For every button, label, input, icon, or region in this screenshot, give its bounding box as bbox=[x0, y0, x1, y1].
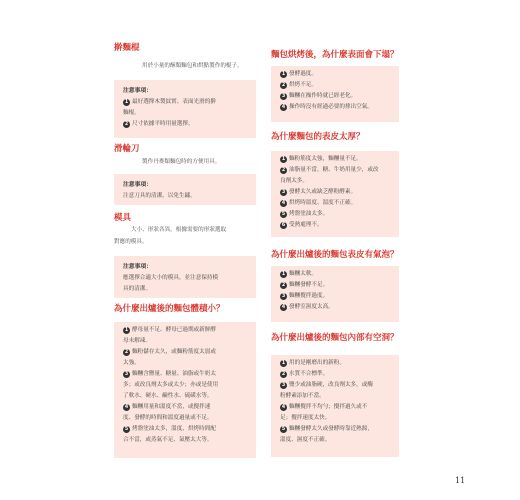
bubble-heading: 為什麼出爐後的麵包表皮有氣泡？ bbox=[271, 250, 399, 260]
thick-heading: 為什麼麵包的表皮太厚？ bbox=[271, 132, 365, 142]
rolling-pin-note-1b: 麵棍。 bbox=[123, 110, 140, 116]
thick-item-4: 4 烘烤時溫度、溫度不正確。 bbox=[281, 200, 357, 206]
mold-desc-1: 大小、形狀各異，根據需要的形狀選取 bbox=[131, 227, 227, 233]
scraper-note-title: 注意事項： bbox=[123, 182, 152, 188]
hollow-heading: 為什麼出爐後的麵包內部有空洞？ bbox=[271, 333, 399, 343]
collapse-item-4: 4 操作時沒有經過必要的排出空氣。 bbox=[281, 104, 373, 110]
small-item-3b: 多；或改良劑太多或太少；亦或是使用 bbox=[123, 382, 219, 388]
thick-box bbox=[271, 151, 399, 237]
small-item-5b: 合不當，或蒸氣不足、氣壓太大等。 bbox=[123, 437, 213, 443]
small-item-1: 1 酵母量不足、酵母已過期或新鮮酵 bbox=[124, 327, 216, 333]
collapse-item-2: 2 烘烤不足。 bbox=[281, 82, 317, 88]
collapse-item-1: 1 發酵過度。 bbox=[281, 71, 317, 77]
mold-note-title: 注意事項： bbox=[123, 264, 152, 270]
rolling-pin-note-title: 注意事項： bbox=[123, 88, 152, 94]
thick-item-2b: 良劑太多。 bbox=[280, 178, 308, 184]
scraper-note-box bbox=[114, 174, 256, 205]
scraper-desc: 製作丹麥類麵包時的方便用具。 bbox=[142, 159, 221, 165]
scraper-heading: 滑輪刀 bbox=[114, 144, 140, 154]
small-item-4: 4 麵糰用量和溫度不當，或攪拌速 bbox=[124, 404, 211, 410]
hollow-item-1: 1 用的是剛磨出的新粉。 bbox=[281, 360, 345, 366]
mold-note-2: 具的清潔。 bbox=[123, 286, 151, 292]
hollow-item-2: 2 水質不合標準。 bbox=[281, 371, 329, 377]
hollow-item-4b: 足；攪拌速度太快。 bbox=[280, 415, 331, 421]
thick-item-1: 1 麵粉筋度太強，麵糰量不足。 bbox=[281, 156, 362, 162]
hollow-item-5b: 溫度、濕度不正確。 bbox=[280, 437, 331, 443]
rolling-pin-desc: 用於小量的酥類麵包和烘點製作的棍子。 bbox=[142, 63, 243, 69]
bubble-item-3: 3 麵糰攪拌過度。 bbox=[281, 293, 329, 299]
collapse-heading: 麵包烘烤後，為什麼表面會下塌？ bbox=[271, 50, 399, 60]
mold-desc-2: 對應的模具。 bbox=[114, 239, 148, 245]
hollow-box bbox=[271, 355, 399, 457]
bubble-item-4: 4 發酵室濕度太高。 bbox=[281, 304, 334, 310]
rolling-pin-note-1: 1 最好選擇木製紋實、表面光滑的擀 bbox=[124, 99, 216, 105]
scraper-note: 注意刀具的清潔，以免生鏽。 bbox=[123, 193, 196, 199]
rolling-pin-heading: 擀麵棍 bbox=[114, 43, 140, 53]
hollow-item-4: 4 麵糰攪拌不均勻；攪拌過久或不 bbox=[281, 404, 368, 410]
rolling-pin-note-box bbox=[114, 80, 256, 138]
thick-item-2: 2 油脂量不當，糖、牛奶用量少，或改 bbox=[281, 167, 379, 173]
collapse-item-3: 3 麵糰在操作時就已經老化。 bbox=[281, 93, 357, 99]
hollow-item-3: 3 鹽少或油脂硬，改良劑太多，或酶 bbox=[281, 382, 373, 388]
mold-note-1: 應選擇合適大小的模具，並注意保持模 bbox=[123, 275, 219, 281]
bubble-item-2: 2 麵糰發酵不足。 bbox=[281, 282, 329, 288]
small-item-2: 2 麵粉儲存太久，或麵粉筋度太弱或 bbox=[124, 349, 216, 355]
small-item-4b: 度、發酵的時間和溫度過量或不足。 bbox=[123, 415, 213, 421]
thick-item-3: 3 發酵太久或缺乏酵粉酵素。 bbox=[281, 189, 357, 195]
thick-item-6: 6 受熱處理不。 bbox=[281, 222, 323, 228]
bubble-box bbox=[271, 266, 399, 322]
small-item-3: 3 麵糰含鹽量、糖量、油脂或牛奶太 bbox=[124, 371, 216, 377]
small-item-2b: 太強。 bbox=[123, 360, 140, 366]
page-number: 11 bbox=[455, 476, 466, 485]
mold-note-box bbox=[114, 256, 256, 298]
bubble-item-1: 1 麵糰太軟。 bbox=[281, 271, 317, 277]
mold-heading: 模具 bbox=[114, 213, 132, 223]
thick-item-5: 5 烤盤塗油太多。 bbox=[281, 211, 329, 217]
rolling-pin-note-2: 2 尺寸依據平時用量選擇。 bbox=[124, 121, 194, 127]
collapse-box bbox=[271, 66, 399, 122]
small-heading: 為什麼出爐後的麵包體積小？ bbox=[114, 304, 225, 314]
hollow-item-3b: 粉酵素添加不當。 bbox=[280, 393, 325, 399]
hollow-item-5: 5 麵糰發酵太久或發酵時靠近熱源， bbox=[281, 426, 373, 432]
small-item-3c: 了軟水、硬水、鹼性水、硫磺水等。 bbox=[123, 393, 213, 399]
small-item-5: 5 烤盤塗油太多，溫度、烘烤時間配 bbox=[124, 426, 216, 432]
small-box bbox=[114, 322, 256, 458]
small-item-1b: 母未解凍。 bbox=[123, 338, 151, 344]
